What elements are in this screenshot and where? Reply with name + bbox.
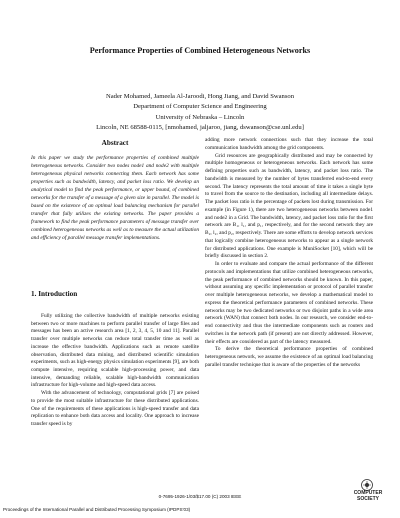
- logo-line-2: SOCIETY: [357, 495, 379, 502]
- author-university: University of Nebraska – Lincoln: [155, 113, 245, 121]
- footer-proceedings: Proceedings of the International Parallel and Distributed Processing Symposium (IPDPS’03): [3, 507, 191, 512]
- body-paragraph: adding more network connections such that they increase the total communication bandwidth among the grid components.: [205, 137, 373, 151]
- author-department: Department of Computer Science and Engineering: [133, 103, 267, 111]
- introduction-body: [31, 313, 199, 429]
- abstract-heading: Abstract: [101, 139, 129, 147]
- right-column-body: [205, 137, 373, 370]
- author-address: Lincoln, NE 68588-0115, [nmohamed, jaljaroo, jiang, dswanson@cse.unl.edu]: [96, 123, 304, 131]
- body-paragraph: To derive the theoretical performance properties of combined heterogeneous network, we assume the existence of an optimal load balancing parallel transfer technique that is aware of the properties of the networks: [205, 346, 373, 368]
- intro-paragraph: With the advancement of technology, computational grids [7] are poised to provide the most suitable infrastructure for these distributed applications. One of the requirements of these applications is high-speed transfer and data replication to enhance both data access and locality. One approach to increase transfer speed is by: [31, 390, 199, 428]
- abstract-text: In this paper we study the performance properties of combined multiple heterogeneous networks. Consider two nodes node1 and node2 with multiple heterogeneous physical networks connecting them. Each network has some properties such as bandwidth, latency, and packet loss ratio. We develop an analytical model to find the peak performance, or upper bound, of combined networks for the transfer of a message of a given size in parallel. The model is based on the existence of an optimal load balancing mechanism for parallel transfer that fully utilizes the existing networks. The paper provides a framework to find the peak performance parameters of message transfer over combined heterogeneous networks as well as to measure the actual utilization and efficiency of parallel message transfer implementations.: [31, 155, 199, 241]
- footer-isbn: 0-7695-1926-1/03/$17.00 (C) 2003 IEEE: [158, 494, 242, 499]
- author-names: Nader Mohamed, Jameela Al-Jaroodi, Hong Jiang, and David Swanson: [105, 93, 295, 100]
- body-paragraph: Grid resources are geographically distributed and may be connected by multiple homogeneous or heterogeneous networks. Each network has some defining properties such as bandwidth, latency, and packet loss ratio. The bandwidth is measured by the number of bytes transferred end-to-end every second. The latency represents the total amount of time it takes a single byte to travel from the source to the destination, including all intermediate delays. The packet loss ratio is the percentage of packets lost during transmission. For example (in Figure 1), there are two heterogeneous networks between node1 and node2 in a Grid. The bandwidth, latency, and packet loss ratio for the first network are B₁, l₁, and p₁, respectively, and for the second network they are B₂, l₂, and p₂, respectively. There are some efforts to develop network services that logically combine heterogeneous networks to appear as a single network for distributed applications. One example is MuniSocket [10], which will be briefly discussed in section 2.: [205, 152, 373, 260]
- introduction-heading: 1. Introduction: [31, 290, 78, 298]
- intro-paragraph: Fully utilizing the collective bandwidth of multiple networks existing between two or more machines to perform parallel transfer of large files and messages has been an active research area [1, 2, 3, 4, 5, 10 and 11]. Parallel transfer over multiple networks can reduce total transfer time as well as increase the effective bandwidth. Applications such as remote satellite observation, distributed data mining, and distributed scientific simulation experiments, such as high-energy physics simulation experiments [9], are both compute intensive, requiring scalable high-processing power, and data intensive, demanding reliable, scalable high-bandwidth communication infrastructure for high-volume and high-speed data access.: [31, 313, 199, 389]
- paper-title: Performance Properties of Combined Heterogeneous Networks: [89, 46, 311, 55]
- logo-line-1: COMPUTER: [353, 490, 383, 496]
- body-paragraph: In order to evaluate and compare the actual performance of the different protocols and implementations that utilize combined heterogeneous networks, the peak performance of combined networks should be known. In this paper, without assuming any specific implementation or protocol of parallel transfer over multiple heterogeneous networks, we develop a mathematical model to express the theoretical performance parameters of combined networks. These networks may be two dedicated networks or two disjoint paths in a wide area network (WAN) that connect both nodes. In our research, we consider end-to-end connectivity and thus the intermediate components such as routers and switches in the network path (if present) are not directly addressed. However, their effects are considered as part of the latency measured.: [205, 261, 373, 345]
- author-block: [0, 92, 400, 133]
